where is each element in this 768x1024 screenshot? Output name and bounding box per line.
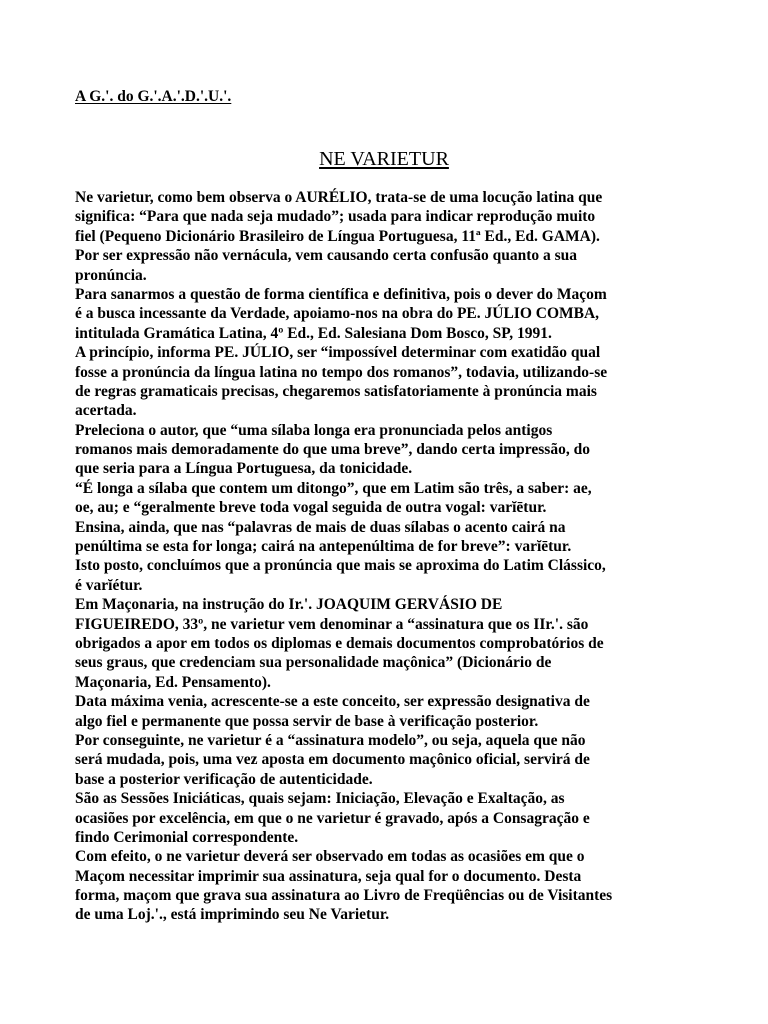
- body-text-line: de regras gramaticais precisas, chegaremos satisfatoriamente à pronúncia mais: [75, 382, 597, 400]
- body-text-line: Em Maçonaria, na instrução do Ir.'. JOAQUIM GERVÁSIO DE: [75, 596, 503, 614]
- body-text-line: Maçonaria, Ed. Pensamento).: [75, 673, 271, 691]
- body-text-line: Isto posto, concluímos que a pronúncia que mais se aproxima do Latim Clássico,: [75, 557, 606, 575]
- body-text-line: findo Cerimonial correspondente.: [75, 828, 299, 846]
- body-text-line: algo fiel e permanente que possa servir de base à verificação posterior.: [75, 712, 539, 730]
- body-text-line: é a busca incessante da Verdade, apoiamo-nos na obra do PE. JÚLIO COMBA,: [75, 305, 600, 323]
- document-body: [75, 188, 715, 925]
- body-text-line: Data máxima venia, acrescente-se a este conceito, ser expressão designativa de: [75, 693, 590, 711]
- body-text-line: Maçom necessitar imprimir sua assinatura, seja qual for o documento. Desta: [75, 867, 582, 885]
- body-text-line: pronúncia.: [75, 266, 147, 284]
- body-text-line: intitulada Gramática Latina, 4º Ed., Ed. Salesiana Dom Bosco, SP, 1991.: [75, 324, 552, 342]
- body-text-line: Para sanarmos a questão de forma científica e definitiva, pois o dever do Maçom: [75, 285, 607, 303]
- body-text-line: base a posterior verificação de autenticidade.: [75, 770, 373, 788]
- document-title: NE VARIETUR: [319, 148, 449, 170]
- body-text-line: de uma Loj.'., está imprimindo seu Ne Varietur.: [75, 906, 390, 924]
- body-text-line: Com efeito, o ne varietur deverá ser observado em todas as ocasiões em que o: [75, 848, 585, 866]
- body-text-line: será mudada, pois, uma vez aposta em documento maçônico oficial, servirá de: [75, 751, 590, 769]
- body-text-line: ocasiões por excelência, em que o ne varietur é gravado, após a Consagração e: [75, 809, 590, 827]
- body-text-line: Por conseguinte, ne varietur é a “assinatura modelo”, ou seja, aquela que não: [75, 731, 586, 749]
- body-text-line: “É longa a sílaba que contem um ditongo”, que em Latim são três, a saber: ae,: [75, 479, 592, 497]
- body-text-line: fosse a pronúncia da língua latina no tempo dos romanos”, todavia, utilizando-se: [75, 363, 608, 381]
- body-text-line: São as Sessões Iniciáticas, quais sejam: Iniciação, Elevação e Exaltação, as: [75, 790, 565, 808]
- body-text-line: acertada.: [75, 402, 137, 420]
- body-text-line: significa: “Para que nada seja mudado”; usada para indicar reprodução muito: [75, 208, 596, 226]
- body-text-line: romanos mais demoradamente do que uma breve”, dando certa impressão, do: [75, 441, 590, 459]
- body-text-line: Ensina, ainda, que nas “palavras de mais de duas sílabas o acento cairá na: [75, 518, 566, 536]
- body-text-line: Por ser expressão não vernácula, vem causando certa confusão quanto a sua: [75, 247, 578, 265]
- body-text-line: é varĭétur.: [75, 576, 143, 594]
- body-text-line: Ne varietur, como bem observa o AURÉLIO, trata-se de uma locução latina que: [75, 189, 603, 206]
- body-text-line: seus graus, que credenciam sua personalidade maçônica” (Dicionário de: [75, 654, 552, 672]
- body-text-line: forma, maçom que grava sua assinatura ao Livro de Freqüências ou de Visitantes: [75, 887, 613, 905]
- body-text-line: Preleciona o autor, que “uma sílaba longa era pronunciada pelos antigos: [75, 421, 553, 439]
- body-text-line: penúltima se esta for longa; cairá na antepenúltima de for breve”: varĭētur.: [75, 538, 572, 556]
- body-text-line: fiel (Pequeno Dicionário Brasileiro de Língua Portuguesa, 11ª Ed., Ed. GAMA).: [75, 227, 600, 245]
- body-text-line: obrigados a apor em todos os diplomas e demais documentos comprobatórios de: [75, 634, 604, 652]
- lodge-invocation-header: A G.'. do G.'.A.'.D.'.U.'.: [75, 88, 232, 105]
- body-text-line: que seria para a Língua Portuguesa, da tonicidade.: [75, 460, 413, 478]
- body-text-line: oe, au; e “geralmente breve toda vogal seguida de outra vogal: varĭētur.: [75, 499, 547, 517]
- body-text-line: FIGUEIREDO, 33º, ne varietur vem denominar a “assinatura que os IIr.'. são: [75, 615, 589, 633]
- body-text-line: A princípio, informa PE. JÚLIO, ser “impossível determinar com exatidão qual: [75, 344, 601, 362]
